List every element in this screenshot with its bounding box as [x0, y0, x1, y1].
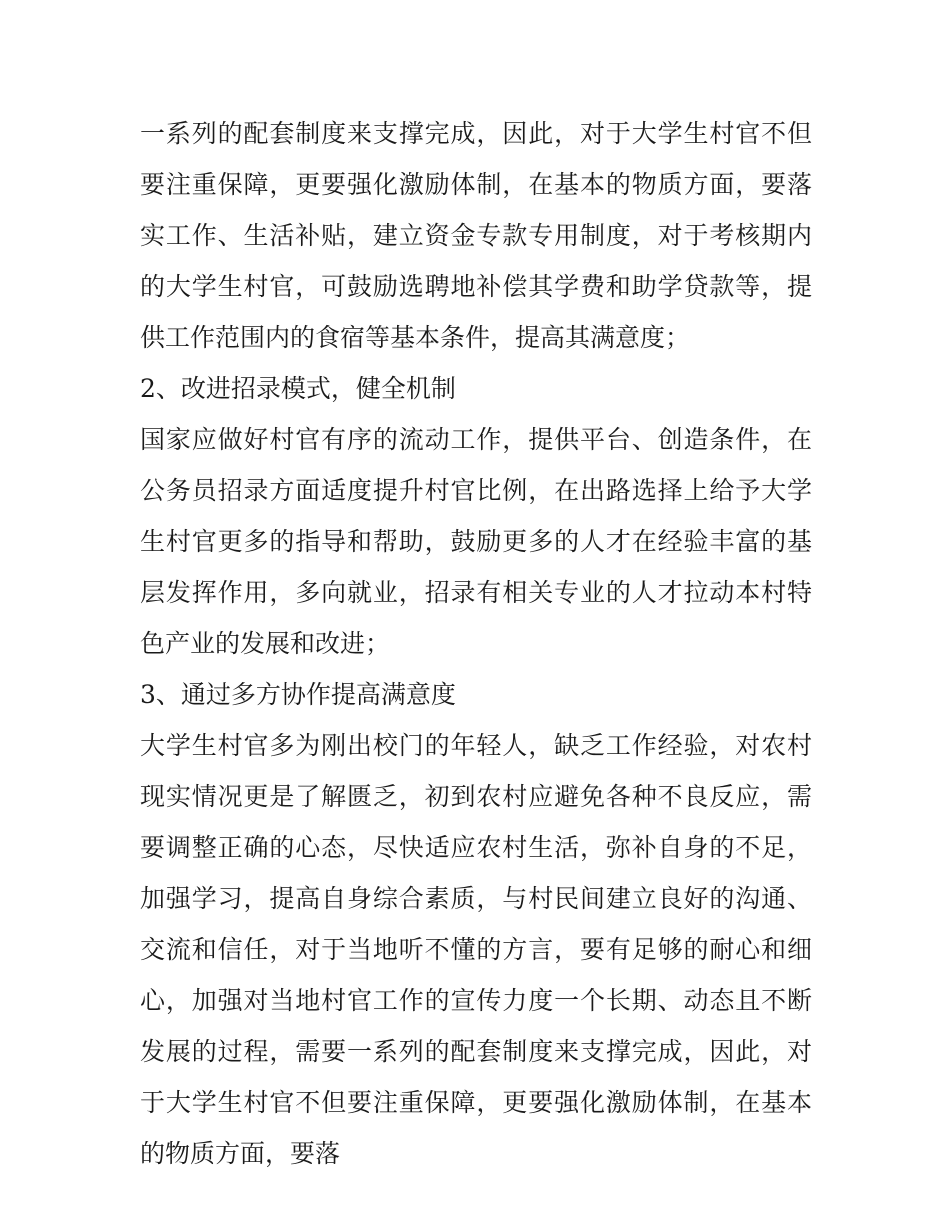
body-paragraph: 国家应做好村官有序的流动工作，提供平台、创造条件，在公务员招录方面适度提升村官比例，在出路选择上给予大学生村官更多的指导和帮助，鼓励更多的人才在经验丰富的基层发挥作用，多向就业，招录有相关专业的人才拉动本村特色产业的发展和改进；	[140, 425, 812, 658]
document-body	[140, 108, 812, 1179]
section-heading: 2、改进招录模式，健全机制	[140, 374, 456, 403]
body-paragraph: 一系列的配套制度来支撑完成，因此，对于大学生村官不但要注重保障，更要强化激励体制，在基本的物质方面，要落实工作、生活补贴，建立资金专款专用制度，对于考核期内的大学生村官，可鼓励选聘地补偿其学费和助学贷款等，提供工作范围内的食宿等基本条件，提高其满意度；	[140, 119, 812, 352]
section-heading: 3、通过多方协作提高满意度	[140, 680, 456, 709]
body-paragraph: 大学生村官多为刚出校门的年轻人，缺乏工作经验，对农村现实情况更是了解匮乏，初到农村应避免各种不良反应，需要调整正确的心态，尽快适应农村生活，弥补自身的不足，加强学习，提高自身综合素质，与村民间建立良好的沟通、交流和信任，对于当地听不懂的方言，要有足够的耐心和细心，加强对当地村官工作的宣传力度一个长期、动态且不断发展的过程，需要一系列的配套制度来支撑完成，因此，对于大学生村官不但要注重保障，更要强化激励体制，在基本的物质方面，要落	[140, 731, 812, 1168]
